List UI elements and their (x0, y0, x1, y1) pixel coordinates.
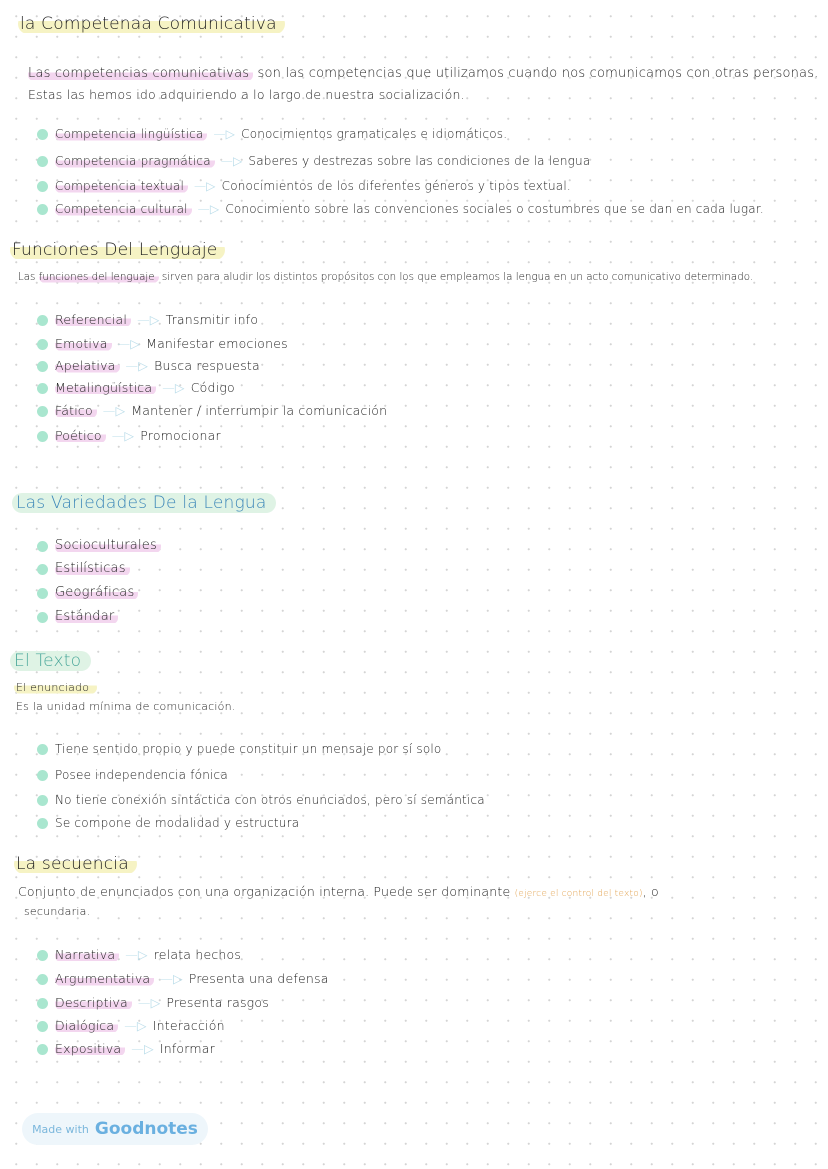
subheading-enunciado: El enunciado (14, 679, 97, 697)
bullet-icon (37, 1021, 48, 1032)
item-label: Poético (55, 428, 106, 443)
item-label: Dialógica (55, 1018, 118, 1033)
bullet-icon (37, 770, 48, 781)
item-label: Socioculturales (55, 538, 161, 553)
paragraph: Las funciones del lenguaje sirven para aludir los distintos propósitos con los que empleamos la lengua en un acto comunicativo determinado. (18, 271, 754, 283)
arrow-icon: —▷ (160, 971, 183, 986)
bullet-icon (37, 612, 48, 623)
item-label: Fático (55, 403, 97, 418)
list-item (55, 994, 269, 1012)
list-item (55, 335, 288, 353)
section-title-competencia: la Competenaa Comunicativa (18, 12, 285, 36)
item-description: Transmitir info (165, 312, 259, 327)
bullet-icon (37, 744, 48, 755)
arrow-icon: —▷ (125, 358, 149, 373)
list-item (55, 379, 235, 397)
bullet-icon (37, 156, 48, 167)
bullet-icon (37, 383, 48, 394)
item-description: Conocimiento sobre las convenciones sociales o costumbres que se dan en cada lugar. (225, 202, 764, 216)
bullet-icon (37, 1044, 48, 1055)
list-item (55, 740, 441, 758)
list-item (55, 560, 130, 578)
bullet-icon (37, 361, 48, 372)
item-label: Competencia cultural (55, 202, 192, 216)
goodnotes-badge[interactable]: Made with Goodnotes (22, 1113, 208, 1145)
arrow-icon: —▷ (197, 202, 220, 216)
item-label: No tiene conexión sintáctica con otros enunciados, pero sí semántica (55, 793, 485, 807)
section-title-variedades: Las Variedades De la Lengua (12, 491, 276, 515)
bullet-icon (37, 431, 48, 442)
list-item (55, 537, 161, 555)
bullet-icon (37, 795, 48, 806)
bullet-icon (37, 564, 48, 575)
item-label: Emotiva (55, 336, 112, 351)
arrow-icon: —▷ (125, 947, 148, 962)
item-description: Presenta una defensa (188, 971, 329, 986)
goodnotes-logo: Goodnotes (94, 1119, 198, 1139)
arrow-icon: —▷ (111, 428, 135, 443)
section-title-funciones: Funciones Del Lenguaje (10, 238, 225, 262)
item-label: Referencial (55, 312, 131, 327)
item-label: Competencia textual (55, 179, 188, 193)
item-label: Estándar (55, 609, 118, 624)
bullet-icon (37, 181, 48, 192)
section-title-texto: El Texto (10, 649, 91, 673)
section-title-secuencia: La secuencia (14, 852, 137, 876)
bullet-icon (37, 315, 48, 326)
bullet-icon (37, 204, 48, 215)
arrow-icon: —▷ (102, 403, 126, 418)
list-item (55, 814, 299, 832)
list-item (55, 791, 485, 809)
list-item (55, 125, 507, 143)
item-label: Argumentativa (55, 971, 154, 986)
list-item (55, 357, 260, 375)
list-item (55, 766, 228, 784)
list-item (55, 946, 241, 964)
list-item (55, 1017, 225, 1035)
list-item (55, 1040, 215, 1058)
paragraph: Estas las hemos ido adquiriendo a lo largo de nuestra socialización. (28, 87, 465, 102)
arrow-icon: —▷ (137, 995, 161, 1010)
list-item (55, 608, 118, 626)
item-label: Apelativa (55, 358, 120, 373)
arrow-icon: —▷ (137, 312, 160, 327)
item-label: Expositiva (55, 1041, 125, 1056)
item-label: Competencia pragmática (55, 154, 215, 168)
list-item (55, 970, 329, 988)
item-description: Busca respuesta (154, 358, 260, 373)
list-item (55, 584, 138, 602)
item-description: Código (190, 380, 235, 395)
arrow-icon: —▷ (220, 154, 243, 168)
item-label: Metalingüística (55, 380, 156, 395)
item-label: Estilísticas (55, 561, 130, 576)
arrow-icon: —▷ (117, 336, 141, 351)
arrow-icon: —▷ (124, 1018, 147, 1033)
bullet-icon (37, 818, 48, 829)
item-label: Descriptiva (55, 995, 132, 1010)
bullet-icon (37, 339, 48, 350)
list-item (55, 427, 221, 445)
item-description: Conocimientos de los diferentes géneros y tipos textual. (221, 179, 571, 193)
item-description: relata hechos (153, 947, 242, 962)
bullet-icon (37, 974, 48, 985)
paragraph: Las competencias comunicativas son las competencias que utilizamos cuando nos comunicamos con otras personas. (28, 66, 819, 81)
item-label: Narrativa (55, 947, 119, 962)
item-description: Manifestar emociones (146, 336, 288, 351)
bullet-icon (37, 541, 48, 552)
item-label: Competencia lingüística (55, 127, 207, 141)
item-description: Conocimientos gramaticales e idiomáticos. (241, 127, 508, 141)
item-description: Mantener / interrumpir la comunicación (131, 403, 388, 418)
paragraph: secundaria. (24, 905, 91, 918)
bullet-icon (37, 406, 48, 417)
list-item (55, 311, 258, 329)
item-description: Informar (159, 1041, 215, 1056)
item-description: Presenta rasgos (166, 995, 269, 1010)
arrow-icon: —▷ (193, 179, 216, 193)
paragraph: Conjunto de enunciados con una organización interna. Puede ser dominante (ejerce el control del texto), o (18, 884, 659, 899)
bullet-icon (37, 998, 48, 1009)
bullet-icon (37, 950, 48, 961)
item-label: Geográficas (55, 585, 138, 600)
arrow-icon: —▷ (162, 380, 185, 395)
definition: Es la unidad mínima de comunicación. (16, 700, 236, 713)
list-item (55, 402, 387, 420)
item-description: Promocionar (140, 428, 221, 443)
arrow-icon: —▷ (213, 127, 236, 141)
list-item (55, 177, 571, 195)
bullet-icon (37, 129, 48, 140)
item-description: Saberes y destrezas sobre las condiciones de la lengua (248, 154, 591, 168)
list-item (55, 152, 590, 170)
arrow-icon: —▷ (131, 1041, 154, 1056)
list-item (55, 200, 764, 218)
item-description: Interacción (152, 1018, 225, 1033)
item-label: Se compone de modalidad y estructura (55, 816, 300, 830)
item-label: Posee independencia fónica (55, 768, 228, 782)
item-label: Tiene sentido propio y puede constituir un mensaje por sí solo (55, 742, 442, 756)
bullet-icon (37, 588, 48, 599)
